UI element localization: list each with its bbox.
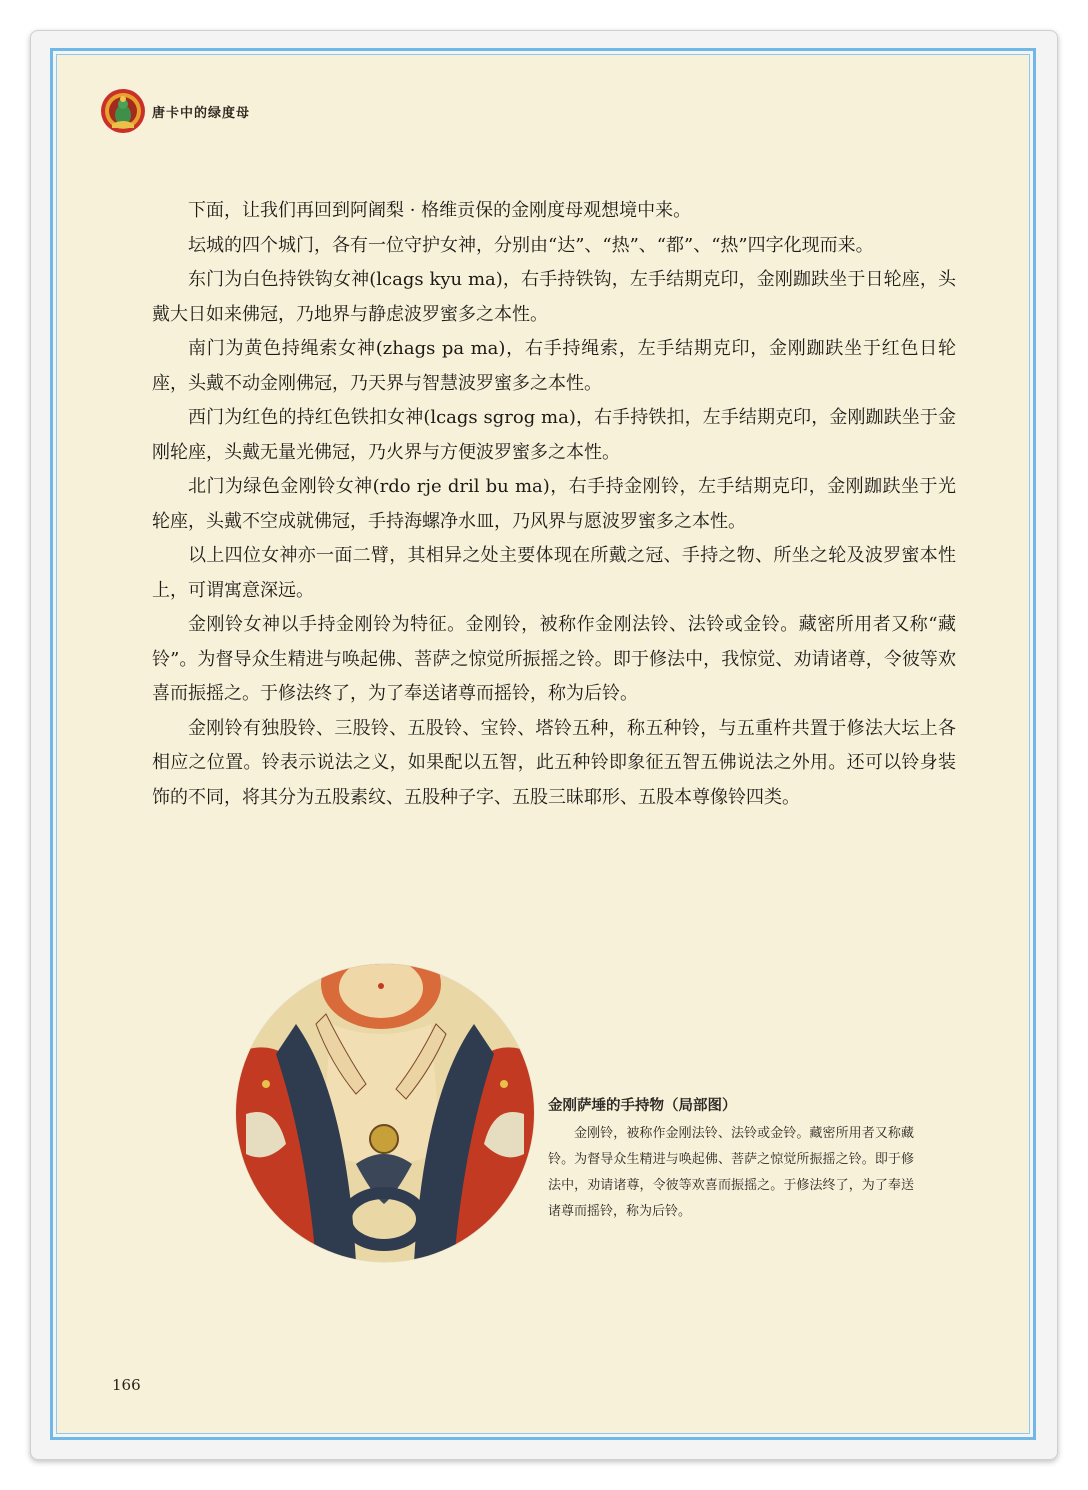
thangka-detail-painting-icon [236, 964, 534, 1262]
paragraph: 南门为黄色持绳索女神(zhags pa ma)，右手持绳索，左手结期克印，金刚跏趺坐于红色日轮座，头戴不动金刚佛冠，乃天界与智慧波罗蜜多之本性。 [152, 338, 956, 394]
green-tara-emblem-icon [100, 88, 146, 134]
figure-caption [548, 1094, 914, 1225]
caption-title: 金刚萨埵的手持物（局部图） [548, 1098, 737, 1114]
paragraph: 金刚铃有独股铃、三股铃、五股铃、宝铃、塔铃五种，称五种铃，与五重杵共置于修法大坛上各相应之位置。铃表示说法之义，如果配以五智，此五种铃即象征五智五佛说法之外用。还可以铃身装饰的不同，将其分为五股素纹、五股种子字、五股三昧耶形、五股本尊像铃四类。 [152, 717, 956, 808]
paragraph: 东门为白色持铁钩女神(lcags kyu ma)，右手持铁钩，左手结期克印，金刚跏趺坐于日轮座，头戴大日如来佛冠，乃地界与静虑波罗蜜多之本性。 [152, 269, 956, 325]
caption-text: 金刚铃，被称作金刚法铃、法铃或金铃。藏密所用者又称藏铃。为督导众生精进与唤起佛、菩萨之惊觉所振摇之铃。即于修法中，劝请诸尊，令彼等欢喜而振摇之。于修法终了，为了奉送诸尊而摇铃，称为后铃。 [548, 1126, 914, 1219]
paragraph: 金刚铃女神以手持金刚铃为特征。金刚铃，被称作金刚法铃、法铃或金铃。藏密所用者又称“藏铃”。为督导众生精进与唤起佛、菩萨之惊觉所振摇之铃。即于修法中，我惊觉、劝请诸尊，令彼等欢喜而振摇之。于修法终了，为了奉送诸尊而摇铃，称为后铃。 [152, 614, 956, 704]
paragraph: 北门为绿色金刚铃女神(rdo rje dril bu ma)，右手持金刚铃，左手结期克印，金刚跏趺坐于光轮座，头戴不空成就佛冠，手持海螺净水皿，乃风界与愿波罗蜜多之本性。 [152, 476, 956, 532]
main-text [152, 194, 956, 815]
running-title: 唐卡中的绿度母 [152, 105, 251, 121]
paragraph: 坛城的四个城门，各有一位守护女神，分别由“达”、“热”、“都”、“热”四字化现而来。 [188, 234, 874, 256]
paragraph: 以上四位女神亦一面二臂，其相异之处主要体现在所戴之冠、手持之物、所坐之轮及波罗蜜本性上，可谓寓意深远。 [152, 545, 956, 601]
running-header [100, 88, 250, 134]
paragraph: 西门为红色的持红色铁扣女神(lcags sgrog ma)，右手持铁扣，左手结期克印，金刚跏趺坐于金刚轮座，头戴无量光佛冠，乃火界与方便波罗蜜多之本性。 [152, 407, 956, 463]
page-number: 166 [112, 1376, 141, 1394]
paragraph: 下面，让我们再回到阿阇梨 · 格维贡保的金刚度母观想境中来。 [188, 200, 692, 221]
